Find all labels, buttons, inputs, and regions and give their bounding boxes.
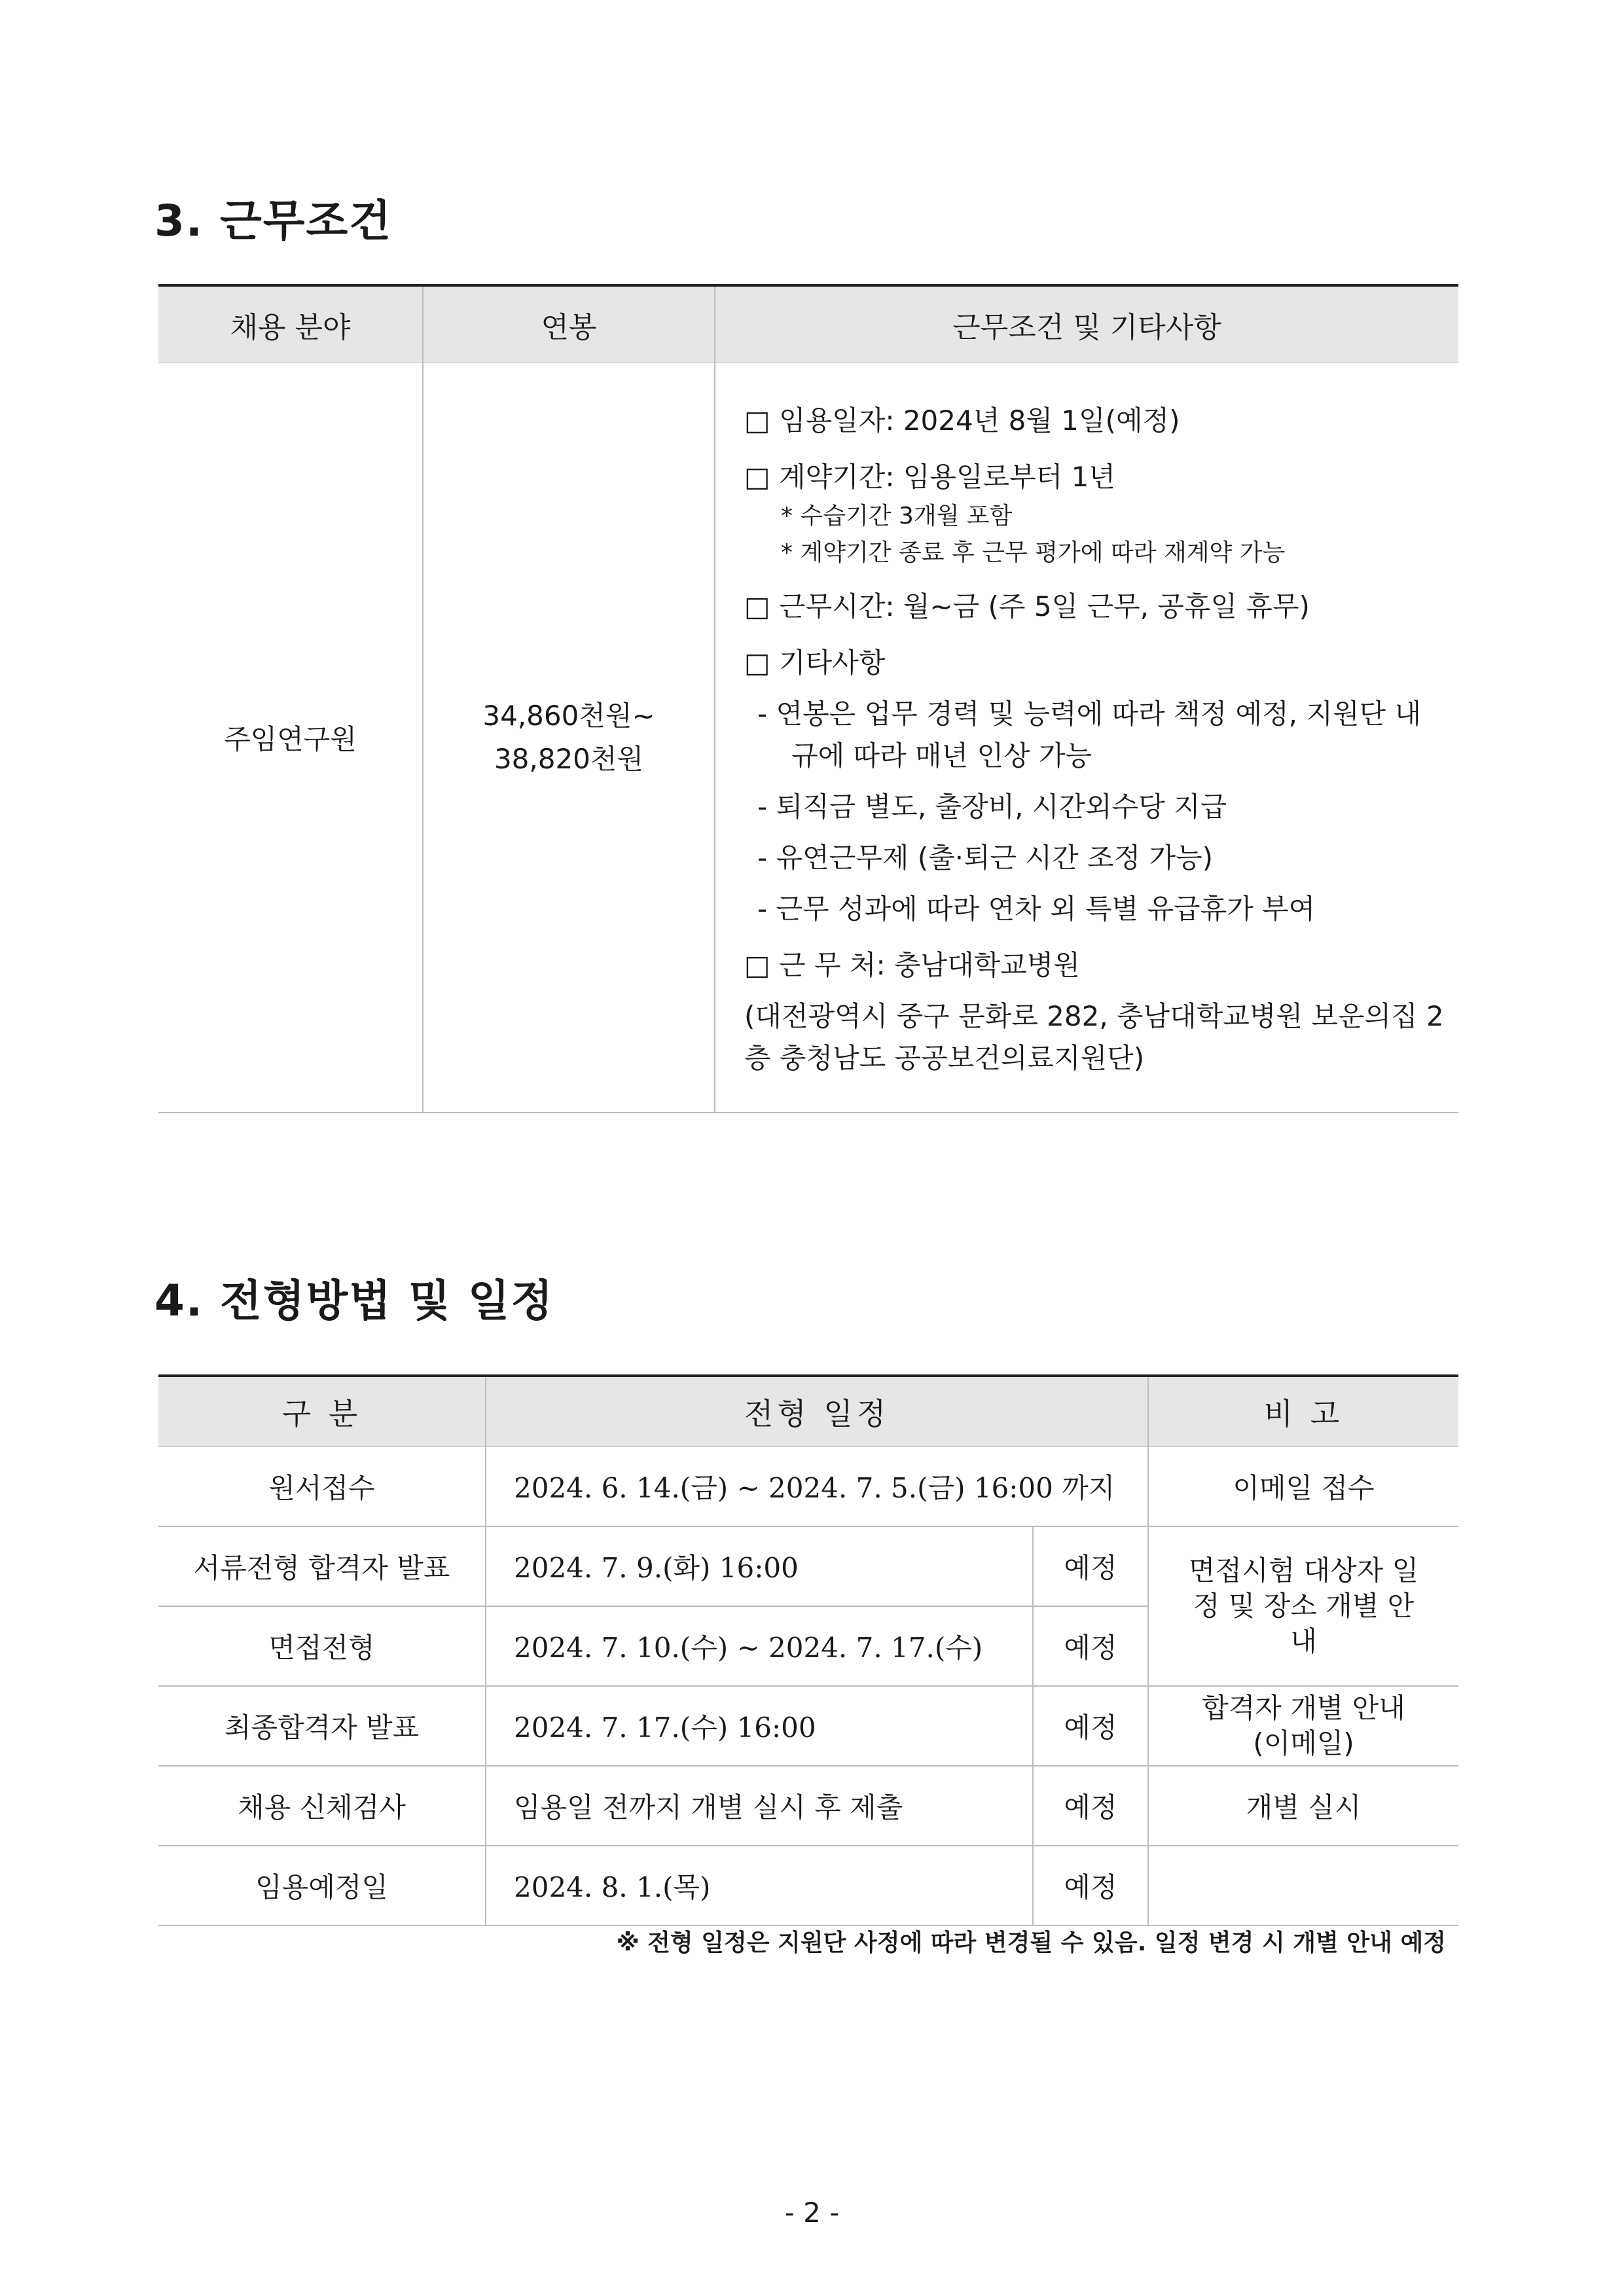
working-conditions-table [158, 284, 1458, 1113]
page-number: - 2 - [784, 2197, 840, 2229]
remark-cell [1148, 1686, 1458, 1766]
status-cell: 예정 [1033, 1766, 1148, 1846]
workplace: □ 근 무 처: 충남대학교병원 [744, 949, 1080, 981]
remark-cell: 면접시험 대상자 일정 및 장소 개별 안내 [1148, 1526, 1458, 1686]
salary-min: 34,860천원~ [482, 700, 655, 732]
table-header-row [158, 1376, 1458, 1447]
renewal-note: * 계약기간 종료 후 근무 평가에 따라 재계약 가능 [781, 539, 1286, 566]
header-stage: 구 분 [158, 1376, 486, 1447]
etc-salary: - 연봉은 업무 경력 및 능력에 따라 책정 예정, 지원단 내규에 따라 매년 인상 가능 [757, 698, 1422, 772]
schedule-cell: 2024. 6. 14.(금) ~ 2024. 7. 5.(금) 16:00 까지 [486, 1447, 1148, 1527]
table-row [158, 1766, 1458, 1846]
schedule-cell: 2024. 7. 10.(수) ~ 2024. 7. 17.(수) [486, 1606, 1033, 1686]
contract-period: □ 계약기간: 임용일로부터 1년 [744, 461, 1115, 493]
etc-heading: □ 기타사항 [744, 647, 886, 679]
probation-note: * 수습기간 3개월 포함 [781, 503, 1013, 529]
conditions-cell [715, 363, 1458, 1113]
header-field: 채용 분야 [158, 285, 423, 363]
etc-flex: - 유연근무제 (출·퇴근 시간 조정 가능) [757, 842, 1214, 874]
etc-severance: - 퇴직금 별도, 출장비, 시간외수당 지급 [757, 791, 1227, 823]
status-cell: 예정 [1033, 1686, 1148, 1766]
stage-cell: 원서접수 [158, 1447, 486, 1527]
header-schedule: 전형 일정 [486, 1376, 1148, 1447]
status-cell: 예정 [1033, 1846, 1148, 1926]
start-date: □ 임용일자: 2024년 8월 1일(예정) [744, 404, 1180, 437]
workplace-address: (대전광역시 중구 문화로 282, 충남대학교병원 보운의집 2층 충청남도 공공보건의료지원단) [744, 1000, 1444, 1074]
salary-cell [423, 363, 715, 1113]
schedule-table [158, 1374, 1458, 1926]
schedule-cell: 2024. 7. 17.(수) 16:00 [486, 1686, 1033, 1766]
remark-cell [1148, 1846, 1458, 1926]
remark-line: (이메일) [1253, 1727, 1354, 1759]
schedule-cell: 임용일 전까지 개별 실시 후 제출 [486, 1766, 1033, 1846]
section4-title: 4. 전형방법 및 일정 [154, 1276, 554, 1326]
field-cell: 주임연구원 [158, 363, 423, 1113]
schedule-cell: 2024. 7. 9.(화) 16:00 [486, 1526, 1033, 1606]
stage-cell: 서류전형 합격자 발표 [158, 1526, 486, 1606]
table-header-row [158, 285, 1458, 363]
table-row [158, 1846, 1458, 1926]
stage-cell: 채용 신체검사 [158, 1766, 486, 1846]
stage-cell: 면접전형 [158, 1606, 486, 1686]
status-cell: 예정 [1033, 1526, 1148, 1606]
stage-cell: 임용예정일 [158, 1846, 486, 1926]
table-row [158, 1447, 1458, 1527]
section3-title: 3. 근무조건 [154, 196, 392, 246]
header-salary: 연봉 [423, 285, 715, 363]
working-hours: □ 근무시간: 월~금 (주 5일 근무, 공휴일 휴무) [744, 590, 1310, 622]
salary-max: 38,820천원 [494, 743, 644, 775]
header-conditions: 근무조건 및 기타사항 [715, 285, 1458, 363]
table-row [158, 363, 1458, 1113]
schedule-cell: 2024. 8. 1.(목) [486, 1846, 1033, 1926]
stage-cell: 최종합격자 발표 [158, 1686, 486, 1766]
status-cell: 예정 [1033, 1606, 1148, 1686]
remark-cell: 이메일 접수 [1148, 1447, 1458, 1527]
header-remark: 비 고 [1148, 1376, 1458, 1447]
table-row [158, 1686, 1458, 1766]
table-row [158, 1526, 1458, 1606]
etc-leave: - 근무 성과에 따라 연차 외 특별 유급휴가 부여 [757, 893, 1316, 925]
remark-line: 합격자 개별 안내 [1202, 1692, 1405, 1724]
schedule-footnote: ※ 전형 일정은 지원단 사정에 따라 변경될 수 있음. 일정 변경 시 개별 안내 예정 [616, 1929, 1446, 1956]
remark-cell: 개별 실시 [1148, 1766, 1458, 1846]
